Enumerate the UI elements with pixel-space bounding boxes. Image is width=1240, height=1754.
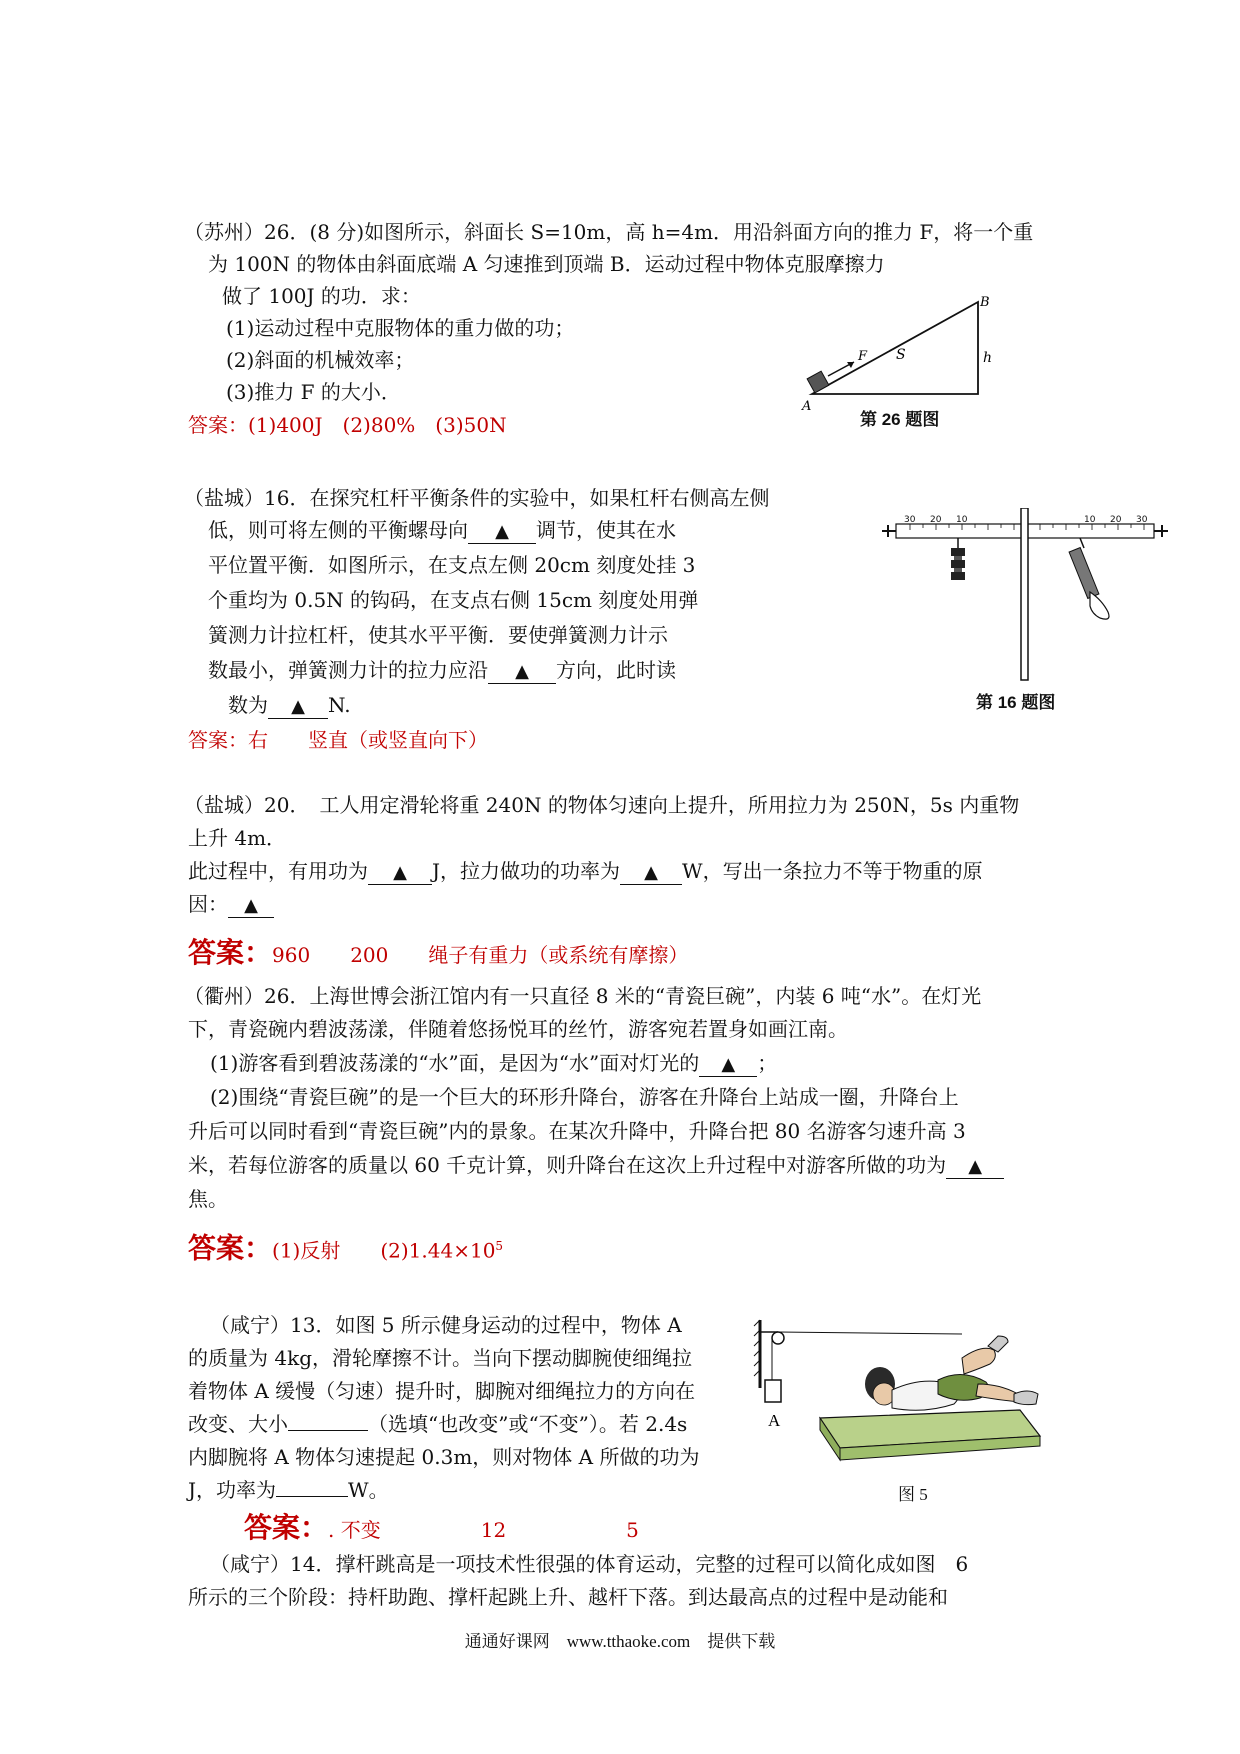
- exercise-figure: [752, 1318, 1052, 1476]
- blank-mark: ▲: [968, 1156, 983, 1177]
- q5-line-6b: W。: [348, 1478, 389, 1502]
- q3-line-3b: J，拉力做功的功率为: [432, 859, 621, 883]
- lever-tick: 20: [1110, 515, 1122, 525]
- blank-mark: ▲: [393, 862, 407, 883]
- q2-line-2: [208, 516, 676, 544]
- q2-answer: 答案：右 竖直（或竖直向下）: [188, 728, 488, 752]
- q5-line-4: [188, 1410, 687, 1438]
- q1-line-6: (3)推力 F 的大小．: [226, 380, 401, 404]
- q5-answer: [244, 1510, 639, 1548]
- q2-line-2a: 低，则可将左侧的平衡螺母向: [208, 518, 468, 542]
- q2-line-7b: N.: [328, 693, 351, 717]
- lever-tick: 20: [930, 515, 942, 525]
- q3-line-2: 上升 4m．: [188, 826, 287, 850]
- q5-blank-2: [276, 1496, 348, 1497]
- q3-line-4a: 因：: [188, 892, 228, 916]
- q3-line-4: [188, 890, 274, 918]
- q2-line-5: 簧测力计拉杠杆，使其水平平衡．要使弹簧测力计示: [208, 623, 668, 647]
- q1-line-2: 为 100N 的物体由斜面底端 A 匀速推到顶端 B．运动过程中物体克服摩擦力: [208, 252, 885, 276]
- q1-line-1: （苏州）26．(8 分)如图所示，斜面长 S=10m，高 h=4m．用沿斜面方向的推力 F，将一个重: [184, 220, 1034, 244]
- blank-mark: ▲: [515, 661, 529, 682]
- q2-line-4: 个重均为 0.5N 的钩码，在支点右侧 15cm 刻度处用弹: [208, 588, 699, 612]
- q2-blank-1: [468, 519, 536, 544]
- lever-tick: 10: [1084, 515, 1096, 525]
- lever-caption: 第 16 题图: [976, 693, 1056, 712]
- q5-line-6: [188, 1476, 389, 1504]
- q4-answer-text: (1)反射 (2)1.44×10: [272, 1238, 496, 1263]
- q5-line-4a: 改变、大小: [188, 1412, 288, 1436]
- q6-line-1: （咸宁）14．撑杆跳高是一项技术性很强的体育运动，完整的过程可以简化成如图 6: [210, 1552, 969, 1576]
- q2-blank-3: [268, 694, 328, 719]
- incline-label-s: S: [896, 347, 906, 363]
- q4-line-6a: 米，若每位游客的质量以 60 千克计算，则升降台在这次上升过程中对游客所做的功为: [188, 1153, 947, 1177]
- q2-line-3: 平位置平衡．如图所示，在支点左侧 20cm 刻度处挂 3: [208, 553, 696, 577]
- blank-mark: ▲: [644, 862, 658, 883]
- exercise-label-a: A: [768, 1411, 781, 1430]
- q1-line-4: (1)运动过程中克服物体的重力做的功；: [226, 316, 575, 340]
- q2-line-6b: 方向，此时读: [556, 658, 676, 682]
- q3-line-3c: W，写出一条拉力不等于物重的原: [682, 859, 983, 883]
- incline-label-f: F: [858, 349, 868, 364]
- q5-line-6a: J，功率为: [188, 1478, 277, 1502]
- lever-tick: 30: [904, 515, 916, 525]
- q3-answer: [188, 935, 688, 973]
- q3-line-3a: 此过程中，有用功为: [188, 859, 368, 883]
- lever-tick: 30: [1136, 515, 1148, 525]
- q4-blank-1: [699, 1052, 757, 1077]
- q4-line-4: (2)围绕“青瓷巨碗”的是一个巨大的环形升降台，游客在升降台上站成一圈，升降台上: [210, 1085, 959, 1109]
- q5-line-5: 内脚腕将 A 物体匀速提起 0.3m，则对物体 A 所做的功为: [188, 1445, 700, 1469]
- q2-line-6: [208, 656, 676, 684]
- q4-line-7: 焦。: [188, 1187, 228, 1211]
- exercise-caption: 图 5: [898, 1485, 928, 1504]
- incline-label-b: B: [980, 296, 990, 310]
- q1-answer: 答案：(1)400J (2)80% (3)50N: [188, 413, 507, 437]
- q4-answer-label: 答案：: [188, 1231, 273, 1265]
- q3-answer-text: 960 200 绳子有重力（或系统有摩擦）: [272, 943, 689, 967]
- incline-label-a: A: [802, 399, 812, 414]
- q4-answer-exponent: 5: [495, 1239, 504, 1253]
- blank-mark: ▲: [495, 521, 509, 542]
- q3-answer-label: 答案：: [188, 936, 273, 969]
- blank-mark: ▲: [721, 1054, 736, 1075]
- blank-mark: ▲: [291, 696, 305, 717]
- blank-mark: ▲: [244, 895, 258, 916]
- q2-line-7: [228, 691, 351, 719]
- q3-line-3: [188, 857, 983, 885]
- q3-blank-1: [368, 860, 432, 885]
- q2-line-6a: 数最小，弹簧测力计的拉力应沿: [208, 658, 488, 682]
- q4-blank-2: [946, 1154, 1004, 1179]
- q5-answer-label: 答案：: [244, 1511, 329, 1544]
- q4-answer: [188, 1228, 503, 1269]
- q4-line-2: 下，青瓷碗内碧波荡漾，伴随着悠扬悦耳的丝竹，游客宛若置身如画江南。: [188, 1017, 848, 1041]
- q2-line-2b: 调节，使其在水: [536, 518, 676, 542]
- q5-answer-text: . 不变 12 5: [328, 1518, 639, 1542]
- q3-blank-3: [228, 893, 274, 918]
- q5-line-3: 着物体 A 缓慢（匀速）提升时，脚腕对细绳拉力的方向在: [188, 1379, 696, 1403]
- q4-line-6: [188, 1151, 1004, 1179]
- q5-line-4b: （选填“也改变”或“不变”）。若 2.4s: [368, 1412, 688, 1436]
- incline-figure: [800, 296, 1000, 416]
- q4-line-3: [210, 1049, 777, 1077]
- q1-line-3: 做了 100J 的功．求：: [222, 284, 421, 308]
- q2-line-7a: 数为: [228, 693, 268, 717]
- q5-line-1: （咸宁）13．如图 5 所示健身运动的过程中，物体 A: [210, 1313, 682, 1337]
- q4-line-3b: ；: [757, 1051, 778, 1075]
- q4-line-3a: (1)游客看到碧波荡漾的“水”面，是因为“水”面对灯光的: [210, 1051, 700, 1075]
- q3-line-1: （盐城）20． 工人用定滑轮将重 240N 的物体匀速向上提升，所用拉力为 250N，5s 内重物: [184, 793, 1020, 817]
- q2-blank-2: [488, 659, 556, 684]
- lever-figure: [880, 508, 1170, 688]
- q4-line-5: 升后可以同时看到“青瓷巨碗”内的景象。在某次升降中，升降台把 80 名游客匀速升高 3: [188, 1119, 966, 1143]
- page-footer: 通通好课网 www.tthaoke.com 提供下载: [464, 1632, 776, 1651]
- q1-line-5: (2)斜面的机械效率；: [226, 348, 415, 372]
- incline-caption: 第 26 题图: [860, 410, 940, 429]
- q3-blank-2: [620, 860, 682, 885]
- q6-line-2: 所示的三个阶段：持杆助跑、撑杆起跳上升、越杆下落。到达最高点的过程中是动能和: [188, 1585, 948, 1609]
- q5-blank-1: [288, 1430, 368, 1431]
- q2-line-1: （盐城）16．在探究杠杆平衡条件的实验中，如果杠杆右侧高左侧: [184, 486, 770, 510]
- lever-tick: 10: [956, 515, 968, 525]
- q4-line-1: （衢州）26．上海世博会浙江馆内有一只直径 8 米的“青瓷巨碗”，内装 6 吨“水”。在灯光: [184, 984, 982, 1008]
- incline-label-h: h: [983, 350, 993, 366]
- q5-line-2: 的质量为 4kg，滑轮摩擦不计。当向下摆动脚腕使细绳拉: [188, 1346, 693, 1370]
